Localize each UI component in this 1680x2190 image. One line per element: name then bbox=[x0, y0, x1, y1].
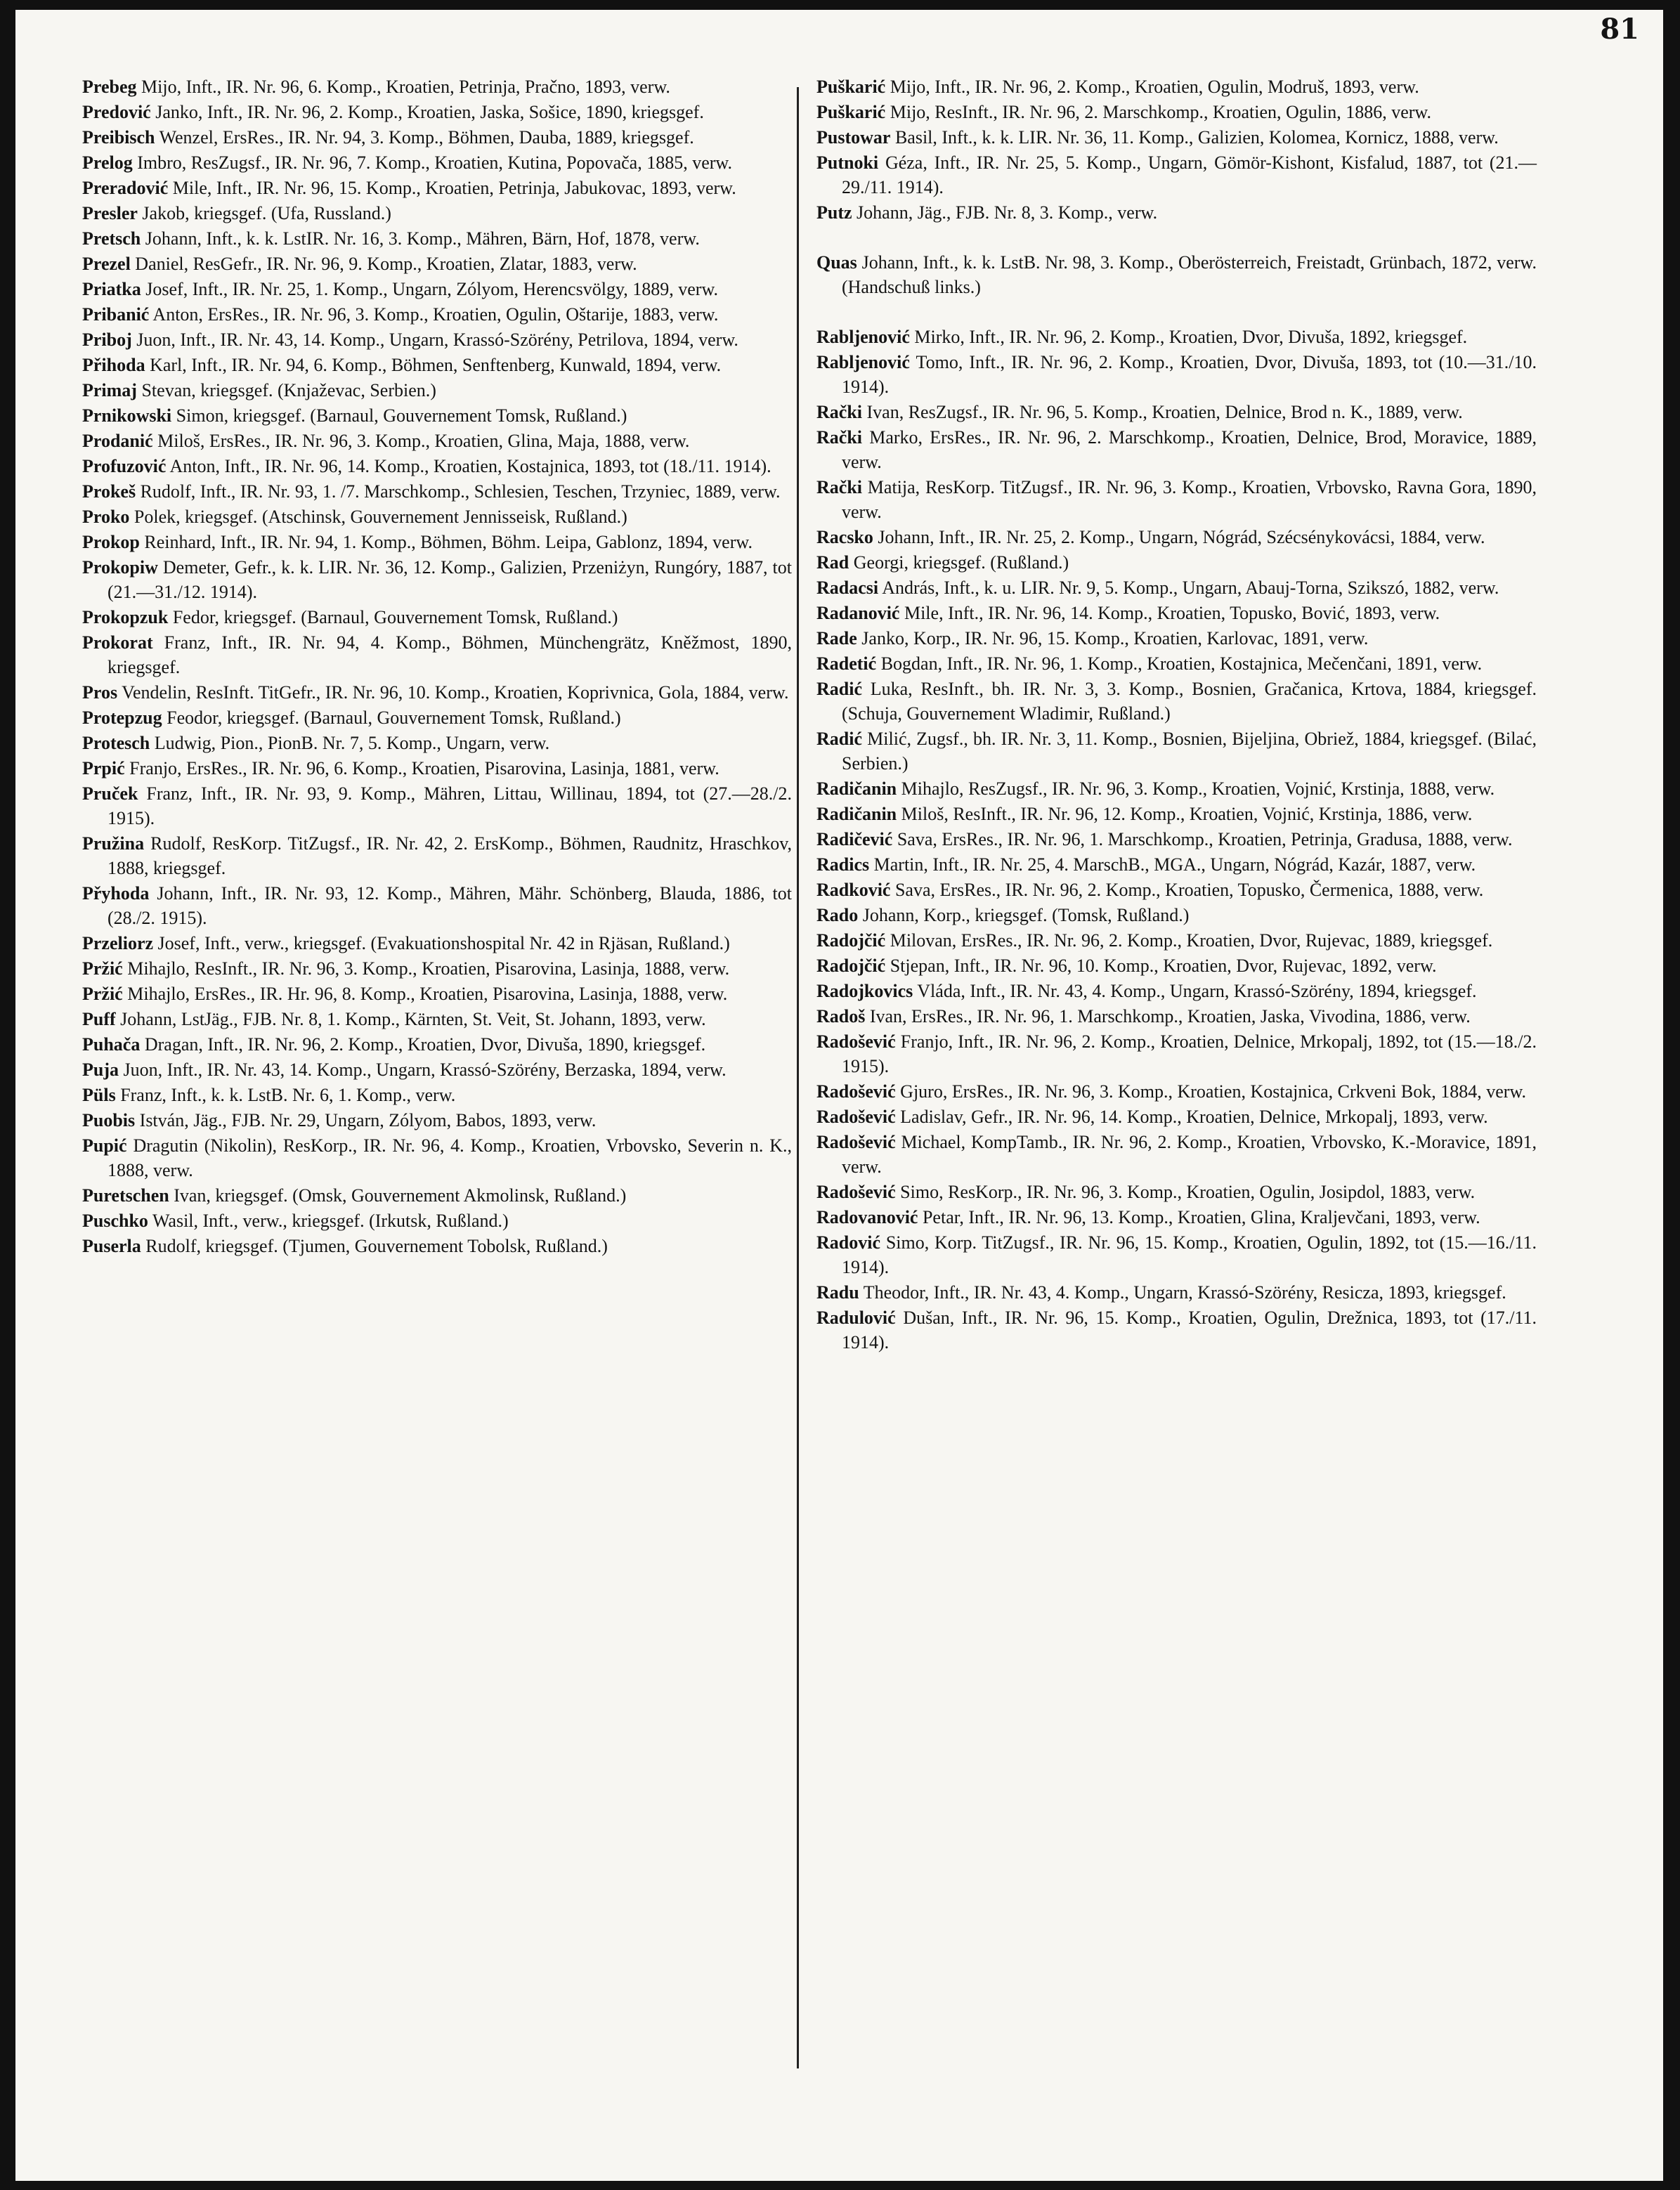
entry-surname: Puschko bbox=[82, 1211, 148, 1231]
entry-details: Demeter, Gefr., k. k. LIR. Nr. 36, 12. Komp., Galizien, Przeniżyn, Rungóry, 1887, tot (21.—31./12. 1914). bbox=[108, 557, 792, 602]
list-entry bbox=[82, 1133, 792, 1182]
entry-details: Juon, Inft., IR. Nr. 43, 14. Komp., Ungarn, Krassó-Szörény, Berzaska, 1894, verw. bbox=[123, 1060, 727, 1080]
section-gap bbox=[816, 300, 1537, 325]
section-p bbox=[816, 74, 1537, 225]
list-entry bbox=[82, 756, 792, 781]
entry-details: Josef, Inft., IR. Nr. 25, 1. Komp., Ungarn, Zólyom, Herencsvölgy, 1889, verw. bbox=[145, 279, 719, 299]
list-entry bbox=[816, 475, 1537, 524]
entry-surname: Prelog bbox=[82, 152, 133, 173]
list-entry bbox=[816, 74, 1537, 99]
entry-details: Anton, Inft., IR. Nr. 96, 14. Komp., Kroatien, Kostajnica, 1893, tot (18./11. 1914). bbox=[169, 456, 771, 476]
entry-details: Ludwig, Pion., PionB. Nr. 7, 5. Komp., Ungarn, verw. bbox=[154, 733, 550, 753]
list-entry bbox=[82, 982, 792, 1006]
list-entry bbox=[82, 302, 792, 327]
list-entry bbox=[816, 150, 1537, 200]
entry-surname: Radić bbox=[816, 679, 862, 699]
entry-details: Karl, Inft., IR. Nr. 94, 6. Komp., Böhmen, Senftenberg, Kunwald, 1894, verw. bbox=[150, 355, 722, 375]
list-entry bbox=[816, 325, 1537, 349]
list-entry bbox=[82, 252, 792, 276]
entry-details: Johann, Korp., kriegsgef. (Tomsk, Rußland.) bbox=[862, 905, 1190, 925]
entry-surname: Puserla bbox=[82, 1236, 141, 1256]
entry-surname: Racsko bbox=[816, 527, 873, 547]
list-entry bbox=[82, 479, 792, 504]
entry-details: Johann, Inft., k. k. LstB. Nr. 98, 3. Komp., Oberösterreich, Freistadt, Grünbach, 1872, verw. (Handschuß links.) bbox=[842, 252, 1537, 297]
entry-surname: Rački bbox=[816, 427, 862, 448]
entry-surname: Prokopiw bbox=[82, 557, 158, 578]
entry-details: Matija, ResKorp. TitZugsf., IR. Nr. 96, 3. Komp., Kroatien, Vrbovsko, Ravna Gora, 1890, verw. bbox=[842, 477, 1537, 522]
entry-details: Dragutin (Nikolin), ResKorp., IR. Nr. 96, 4. Komp., Kroatien, Vrbovsko, Severin n. K., 1888, verw. bbox=[108, 1135, 792, 1180]
entry-details: Miloš, ResInft., IR. Nr. 96, 12. Komp., Kroatien, Vojnić, Krstinja, 1886, verw. bbox=[901, 804, 1473, 824]
list-entry bbox=[82, 555, 792, 604]
entry-details: Mile, Inft., IR. Nr. 96, 15. Komp., Kroatien, Petrinja, Jabukovac, 1893, verw. bbox=[172, 178, 736, 198]
list-entry bbox=[82, 1083, 792, 1107]
list-entry bbox=[816, 125, 1537, 150]
list-entry bbox=[82, 201, 792, 226]
list-entry bbox=[82, 931, 792, 956]
entry-details: Ivan, ErsRes., IR. Nr. 96, 1. Marschkomp., Kroatien, Jaska, Vivodina, 1886, verw. bbox=[869, 1006, 1471, 1026]
list-entry bbox=[816, 802, 1537, 826]
section-gap bbox=[816, 226, 1537, 250]
entry-surname: Rado bbox=[816, 905, 859, 925]
list-entry bbox=[82, 277, 792, 301]
list-entry bbox=[816, 1029, 1537, 1078]
list-entry bbox=[816, 1205, 1537, 1230]
entry-surname: Radošević bbox=[816, 1132, 896, 1152]
entry-surname: Radičanin bbox=[816, 778, 897, 799]
entry-surname: Presler bbox=[82, 203, 138, 223]
list-entry bbox=[82, 1208, 792, 1233]
entry-details: Wenzel, ErsRes., IR. Nr. 94, 3. Komp., Böhmen, Dauba, 1889, kriegsgef. bbox=[159, 127, 694, 148]
list-entry bbox=[82, 504, 792, 529]
entry-surname: Protepzug bbox=[82, 708, 162, 728]
entry-surname: Rački bbox=[816, 402, 862, 422]
list-entry bbox=[82, 176, 792, 200]
entry-details: Georgi, kriegsgef. (Rußland.) bbox=[853, 552, 1069, 573]
list-entry bbox=[82, 831, 792, 880]
entry-details: Rudolf, ResKorp. TitZugsf., IR. Nr. 42, 2. ErsKomp., Böhmen, Raudnitz, Hraschkov, 1888, kriegsgef. bbox=[108, 833, 793, 878]
list-entry bbox=[82, 74, 792, 99]
entry-details: Mihajlo, ResInft., IR. Nr. 96, 3. Komp., Kroatien, Pisarovina, Lasinja, 1888, verw. bbox=[127, 958, 730, 979]
entry-surname: Puhača bbox=[82, 1034, 141, 1055]
entry-surname: Radičanin bbox=[816, 804, 897, 824]
entry-details: Janko, Inft., IR. Nr. 96, 2. Komp., Kroatien, Jaska, Sošice, 1890, kriegsgef. bbox=[155, 102, 704, 122]
entry-details: Franz, Inft., IR. Nr. 93, 9. Komp., Mähren, Littau, Willinau, 1894, tot (27.—28./2. 1915). bbox=[108, 783, 793, 828]
entry-details: Sava, ErsRes., IR. Nr. 96, 2. Komp., Kroatien, Topusko, Čermenica, 1888, verw. bbox=[894, 880, 1484, 900]
entry-surname: Radić bbox=[816, 729, 862, 749]
entry-details: Wasil, Inft., verw., kriegsgef. (Irkutsk, Rußland.) bbox=[152, 1211, 509, 1231]
list-entry bbox=[82, 100, 792, 124]
list-entry bbox=[816, 1104, 1537, 1129]
entry-surname: Radojčić bbox=[816, 956, 886, 976]
entry-surname: Puškarić bbox=[816, 102, 886, 122]
list-entry bbox=[816, 979, 1537, 1003]
list-entry bbox=[816, 677, 1537, 726]
entry-details: Juon, Inft., IR. Nr. 43, 14. Komp., Ungarn, Krassó-Szörény, Petrilova, 1894, verw. bbox=[136, 330, 738, 350]
left-column bbox=[82, 74, 792, 1259]
entry-details: Anton, ErsRes., IR. Nr. 96, 3. Komp., Kroatien, Ogulin, Oštarije, 1883, verw. bbox=[152, 304, 719, 325]
entry-details: Franz, Inft., IR. Nr. 94, 4. Komp., Böhmen, Münchengrätz, Kněžmost, 1890, kriegsgef. bbox=[108, 632, 792, 677]
entry-surname: Pruček bbox=[82, 783, 138, 804]
entry-surname: Przeliorz bbox=[82, 933, 154, 953]
list-entry bbox=[816, 1280, 1537, 1305]
entry-details: Vláda, Inft., IR. Nr. 43, 4. Komp., Ungarn, Krassó-Szörény, 1894, kriegsgef. bbox=[917, 981, 1477, 1001]
entry-surname: Pružina bbox=[82, 833, 145, 854]
entry-surname: Radošević bbox=[816, 1182, 896, 1202]
entry-surname: Preradović bbox=[82, 178, 169, 198]
entry-surname: Pros bbox=[82, 682, 118, 703]
entry-surname: Radojkovics bbox=[816, 981, 913, 1001]
entry-details: Johann, Inft., k. k. LstIR. Nr. 16, 3. Komp., Mähren, Bärn, Hof, 1878, verw. bbox=[145, 228, 700, 249]
entry-details: Reinhard, Inft., IR. Nr. 94, 1. Komp., Böhmen, Böhm. Leipa, Gablonz, 1894, verw. bbox=[144, 532, 753, 552]
entry-surname: Rade bbox=[816, 628, 857, 648]
entry-surname: Prokop bbox=[82, 532, 140, 552]
list-entry bbox=[816, 1305, 1537, 1355]
list-entry bbox=[816, 400, 1537, 424]
entry-surname: Puškarić bbox=[816, 77, 886, 97]
list-entry bbox=[82, 881, 792, 930]
entry-details: Dragan, Inft., IR. Nr. 96, 2. Komp., Kroatien, Dvor, Divuša, 1890, kriegsgef. bbox=[144, 1034, 706, 1055]
entry-surname: Puretschen bbox=[82, 1185, 169, 1206]
entry-details: Bogdan, Inft., IR. Nr. 96, 1. Komp., Kroatien, Kostajnica, Mečenčani, 1891, verw. bbox=[880, 653, 1483, 674]
entry-details: Rudolf, kriegsgef. (Tjumen, Gouvernement Tobolsk, Rußland.) bbox=[145, 1236, 608, 1256]
entry-details: Milić, Zugsf., bh. IR. Nr. 3, 11. Komp., Bosnien, Bijeljina, Obriež, 1884, kriegsgef. (Bilać, Serbien.) bbox=[842, 729, 1537, 774]
list-entry bbox=[82, 1108, 792, 1133]
entry-surname: Radošević bbox=[816, 1107, 896, 1127]
entry-surname: Prnikowski bbox=[82, 405, 172, 426]
entry-surname: Püls bbox=[82, 1085, 116, 1105]
entry-details: Josef, Inft., verw., kriegsgef. (Evakuationshospital Nr. 42 in Rjäsan, Rußland.) bbox=[157, 933, 730, 953]
entry-details: Fedor, kriegsgef. (Barnaul, Gouvernement Tomsk, Rußland.) bbox=[172, 607, 618, 627]
list-entry bbox=[816, 601, 1537, 625]
entry-details: Martin, Inft., IR. Nr. 25, 4. MarschB., MGA., Ungarn, Nógrád, Kazár, 1887, verw. bbox=[873, 854, 1476, 875]
list-entry bbox=[816, 1130, 1537, 1179]
entry-details: István, Jäg., FJB. Nr. 29, Ungarn, Zólyom, Babos, 1893, verw. bbox=[139, 1110, 597, 1130]
entry-details: Franz, Inft., k. k. LstB. Nr. 6, 1. Komp., verw. bbox=[120, 1085, 456, 1105]
entry-surname: Proko bbox=[82, 507, 130, 527]
entry-surname: Prezel bbox=[82, 254, 131, 274]
entry-surname: Přyhoda bbox=[82, 883, 150, 904]
entry-surname: Radu bbox=[816, 1282, 859, 1303]
entry-surname: Radacsi bbox=[816, 578, 879, 598]
entry-surname: Radošević bbox=[816, 1081, 896, 1102]
entry-surname: Radičević bbox=[816, 829, 893, 849]
entry-details: Theodor, Inft., IR. Nr. 43, 4. Komp., Ungarn, Krassó-Szörény, Resicza, 1893, kriegsgef. bbox=[863, 1282, 1506, 1303]
entry-surname: Rabljenović bbox=[816, 327, 910, 347]
entry-surname: Puff bbox=[82, 1009, 116, 1029]
list-entry bbox=[82, 680, 792, 705]
entry-details: Mihajlo, ErsRes., IR. Hr. 96, 8. Komp., Kroatien, Pisarovina, Lasinja, 1888, verw. bbox=[127, 984, 728, 1004]
list-entry bbox=[816, 726, 1537, 776]
entry-details: Milovan, ErsRes., IR. Nr. 96, 2. Komp., Kroatien, Dvor, Rujevac, 1889, kriegsgef. bbox=[890, 930, 1493, 951]
list-entry bbox=[816, 928, 1537, 953]
entry-details: Mijo, Inft., IR. Nr. 96, 6. Komp., Kroatien, Petrinja, Pračno, 1893, verw. bbox=[141, 77, 670, 97]
list-entry bbox=[816, 1004, 1537, 1029]
entry-surname: Radović bbox=[816, 1232, 880, 1253]
entry-surname: Putz bbox=[816, 202, 852, 223]
list-entry bbox=[82, 530, 792, 554]
entry-surname: Radovanović bbox=[816, 1207, 918, 1227]
entry-details: Géza, Inft., IR. Nr. 25, 5. Komp., Ungarn, Gömör-Kishont, Kisfalud, 1887, tot (21.—29./11. 1914). bbox=[842, 152, 1537, 197]
document-page bbox=[15, 10, 1663, 2181]
entry-details: Feodor, kriegsgef. (Barnaul, Gouvernement Tomsk, Rußland.) bbox=[167, 708, 621, 728]
entry-details: Marko, ErsRes., IR. Nr. 96, 2. Marschkomp., Kroatien, Delnice, Brod, Moravice, 1889, verw. bbox=[842, 427, 1537, 472]
list-entry bbox=[816, 1079, 1537, 1104]
entry-surname: Prodanić bbox=[82, 431, 153, 451]
list-entry bbox=[816, 878, 1537, 902]
entry-details: Polek, kriegsgef. (Atschinsk, Gouvernement Jennisseisk, Rußland.) bbox=[134, 507, 627, 527]
entry-details: Dušan, Inft., IR. Nr. 96, 15. Komp., Kroatien, Ogulin, Drežnica, 1893, tot (17./11. 1914). bbox=[842, 1308, 1537, 1353]
list-entry bbox=[816, 776, 1537, 801]
entry-surname: Radics bbox=[816, 854, 870, 875]
entry-surname: Prokorat bbox=[82, 632, 153, 653]
entry-surname: Přihoda bbox=[82, 355, 145, 375]
entry-surname: Prokeš bbox=[82, 481, 136, 502]
entry-details: Franjo, ErsRes., IR. Nr. 96, 6. Komp., Kroatien, Pisarovina, Lasinja, 1881, verw. bbox=[129, 758, 719, 778]
list-entry bbox=[816, 425, 1537, 474]
entry-surname: Priatka bbox=[82, 279, 141, 299]
list-entry bbox=[816, 200, 1537, 225]
entry-details: Basil, Inft., k. k. LIR. Nr. 36, 11. Komp., Galizien, Kolomea, Kornicz, 1888, verw. bbox=[894, 127, 1499, 148]
entry-surname: Radojčić bbox=[816, 930, 886, 951]
entry-surname: Puobis bbox=[82, 1110, 136, 1130]
entry-surname: Radetić bbox=[816, 653, 877, 674]
list-entry bbox=[82, 1057, 792, 1082]
section-q bbox=[816, 250, 1537, 299]
right-column bbox=[816, 74, 1537, 1355]
entry-surname: Prpić bbox=[82, 758, 125, 778]
entry-details: Mirko, Inft., IR. Nr. 96, 2. Komp., Kroatien, Dvor, Divuša, 1892, kriegsgef. bbox=[914, 327, 1468, 347]
list-entry bbox=[816, 651, 1537, 676]
entry-surname: Radković bbox=[816, 880, 891, 900]
entry-surname: Pržić bbox=[82, 958, 123, 979]
list-entry bbox=[82, 781, 792, 830]
page-number: 81 bbox=[1600, 13, 1639, 46]
entry-surname: Radanović bbox=[816, 603, 900, 623]
list-entry bbox=[816, 953, 1537, 978]
list-entry bbox=[82, 1007, 792, 1031]
entry-surname: Puja bbox=[82, 1060, 119, 1080]
entry-details: Johann, Inft., IR. Nr. 93, 12. Komp., Mähren, Mähr. Schönberg, Blauda, 1886, tot (28./2. 1915). bbox=[108, 883, 793, 928]
entry-details: Johann, Inft., IR. Nr. 25, 2. Komp., Ungarn, Nógrád, Szécsénykovácsi, 1884, verw. bbox=[878, 527, 1485, 547]
entry-surname: Profuzović bbox=[82, 456, 167, 476]
list-entry bbox=[82, 353, 792, 377]
list-entry bbox=[82, 125, 792, 150]
entry-details: Janko, Korp., IR. Nr. 96, 15. Komp., Kroatien, Karlovac, 1891, verw. bbox=[861, 628, 1369, 648]
entry-surname: Radulović bbox=[816, 1308, 896, 1328]
section-r bbox=[816, 325, 1537, 1355]
list-entry bbox=[816, 575, 1537, 600]
list-entry bbox=[816, 1230, 1537, 1279]
entry-surname: Prebeg bbox=[82, 77, 137, 97]
entry-surname: Quas bbox=[816, 252, 857, 273]
entry-surname: Pustowar bbox=[816, 127, 891, 148]
entry-details: Luka, ResInft., bh. IR. Nr. 3, 3. Komp., Bosnien, Gračanica, Krtova, 1884, kriegsgef. (Schuja, Gouvernement Wladimir, Rußland.) bbox=[842, 679, 1537, 724]
list-entry bbox=[82, 1032, 792, 1057]
list-entry bbox=[816, 903, 1537, 927]
list-entry bbox=[82, 226, 792, 251]
entry-surname: Pretsch bbox=[82, 228, 141, 249]
entry-details: Franjo, Inft., IR. Nr. 96, 2. Komp., Kroatien, Delnice, Mrkopalj, 1892, tot (15.—18./2. 1915). bbox=[842, 1031, 1537, 1076]
entry-details: Miloš, ErsRes., IR. Nr. 96, 3. Komp., Kroatien, Glina, Maja, 1888, verw. bbox=[157, 431, 690, 451]
list-entry bbox=[816, 525, 1537, 549]
column-divider bbox=[797, 87, 799, 2068]
entry-surname: Putnoki bbox=[816, 152, 879, 173]
entry-details: Rudolf, Inft., IR. Nr. 93, 1. /7. Marschkomp., Schlesien, Teschen, Trzyniec, 1889, verw. bbox=[140, 481, 781, 502]
entry-details: Sava, ErsRes., IR. Nr. 96, 1. Marschkomp., Kroatien, Petrinja, Gradusa, 1888, verw. bbox=[897, 829, 1513, 849]
list-entry bbox=[816, 250, 1537, 299]
entry-details: Stevan, kriegsgef. (Knjaževac, Serbien.) bbox=[141, 380, 436, 400]
entry-surname: Pržić bbox=[82, 984, 123, 1004]
list-entry bbox=[82, 605, 792, 630]
list-entry bbox=[82, 630, 792, 679]
entry-surname: Primaj bbox=[82, 380, 137, 400]
list-entry bbox=[816, 626, 1537, 651]
list-entry bbox=[82, 731, 792, 755]
list-entry bbox=[82, 150, 792, 175]
entry-details: Simon, kriegsgef. (Barnaul, Gouvernement Tomsk, Rußland.) bbox=[176, 405, 627, 426]
entry-details: Mile, Inft., IR. Nr. 96, 14. Komp., Kroatien, Topusko, Bović, 1893, verw. bbox=[904, 603, 1440, 623]
entry-surname: Predović bbox=[82, 102, 151, 122]
list-entry bbox=[82, 327, 792, 352]
entry-surname: Radošević bbox=[816, 1031, 896, 1052]
list-entry bbox=[82, 1183, 792, 1208]
entry-details: Michael, KompTamb., IR. Nr. 96, 2. Komp., Kroatien, Vrbovsko, K.-Moravice, 1891, verw. bbox=[842, 1132, 1537, 1177]
list-entry bbox=[82, 956, 792, 981]
entry-surname: Pupić bbox=[82, 1135, 127, 1156]
list-entry bbox=[82, 1234, 792, 1258]
entry-details: Jakob, kriegsgef. (Ufa, Russland.) bbox=[142, 203, 391, 223]
entry-details: Simo, Korp. TitZugsf., IR. Nr. 96, 15. Komp., Kroatien, Ogulin, 1892, tot (15.—16./11. 1914). bbox=[842, 1232, 1537, 1277]
entry-details: Gjuro, ErsRes., IR. Nr. 96, 3. Komp., Kroatien, Kostajnica, Crkveni Bok, 1884, verw. bbox=[900, 1081, 1527, 1102]
entry-surname: Protesch bbox=[82, 733, 150, 753]
list-entry bbox=[816, 550, 1537, 575]
entry-surname: Radoš bbox=[816, 1006, 866, 1026]
entry-details: Ivan, kriegsgef. (Omsk, Gouvernement Akmolinsk, Rußland.) bbox=[174, 1185, 627, 1206]
list-entry bbox=[82, 429, 792, 453]
list-entry bbox=[82, 378, 792, 403]
entry-details: Johann, LstJäg., FJB. Nr. 8, 1. Komp., Kärnten, St. Veit, St. Johann, 1893, verw. bbox=[120, 1009, 706, 1029]
entry-details: Simo, ResKorp., IR. Nr. 96, 3. Komp., Kroatien, Ogulin, Josipdol, 1883, verw. bbox=[900, 1182, 1476, 1202]
entry-details: András, Inft., k. u. LIR. Nr. 9, 5. Komp., Ungarn, Abauj-Torna, Szikszó, 1882, verw. bbox=[882, 578, 1499, 598]
list-entry bbox=[816, 350, 1537, 399]
entry-details: Daniel, ResGefr., IR. Nr. 96, 9. Komp., Kroatien, Zlatar, 1883, verw. bbox=[135, 254, 637, 274]
entry-surname: Prokopzuk bbox=[82, 607, 169, 627]
entry-details: Vendelin, ResInft. TitGefr., IR. Nr. 96, 10. Komp., Kroatien, Koprivnica, Gola, 1884, verw. bbox=[122, 682, 789, 703]
entry-surname: Preibisch bbox=[82, 127, 155, 148]
entry-surname: Pribanić bbox=[82, 304, 150, 325]
list-entry bbox=[816, 827, 1537, 852]
entry-details: Stjepan, Inft., IR. Nr. 96, 10. Komp., Kroatien, Dvor, Rujevac, 1892, verw. bbox=[890, 956, 1437, 976]
list-entry bbox=[816, 100, 1537, 124]
entry-surname: Rabljenović bbox=[816, 352, 910, 372]
entry-details: Tomo, Inft., IR. Nr. 96, 2. Komp., Kroatien, Dvor, Divuša, 1893, tot (10.—31./10. 1914). bbox=[842, 352, 1537, 397]
entry-details: Johann, Jäg., FJB. Nr. 8, 3. Komp., verw. bbox=[857, 202, 1158, 223]
entry-details: Mijo, ResInft., IR. Nr. 96, 2. Marschkomp., Kroatien, Ogulin, 1886, verw. bbox=[890, 102, 1432, 122]
entry-details: Mihajlo, ResZugsf., IR. Nr. 96, 3. Komp., Kroatien, Vojnić, Krstinja, 1888, verw. bbox=[901, 778, 1495, 799]
entry-details: Mijo, Inft., IR. Nr. 96, 2. Komp., Kroatien, Ogulin, Modruš, 1893, verw. bbox=[890, 77, 1419, 97]
list-entry bbox=[816, 1180, 1537, 1204]
entry-details: Ladislav, Gefr., IR. Nr. 96, 14. Komp., Kroatien, Delnice, Mrkopalj, 1893, verw. bbox=[900, 1107, 1488, 1127]
list-entry bbox=[82, 403, 792, 428]
list-entry bbox=[82, 454, 792, 478]
entry-surname: Rački bbox=[816, 477, 862, 497]
entry-surname: Priboj bbox=[82, 330, 132, 350]
entry-details: Petar, Inft., IR. Nr. 96, 13. Komp., Kroatien, Glina, Kraljevčani, 1893, verw. bbox=[922, 1207, 1480, 1227]
entry-details: Imbro, ResZugsf., IR. Nr. 96, 7. Komp., Kroatien, Kutina, Popovača, 1885, verw. bbox=[137, 152, 733, 173]
entry-surname: Rad bbox=[816, 552, 849, 573]
list-entry bbox=[82, 705, 792, 730]
entry-details: Ivan, ResZugsf., IR. Nr. 96, 5. Komp., Kroatien, Delnice, Brod n. K., 1889, verw. bbox=[866, 402, 1463, 422]
list-entry bbox=[816, 852, 1537, 877]
